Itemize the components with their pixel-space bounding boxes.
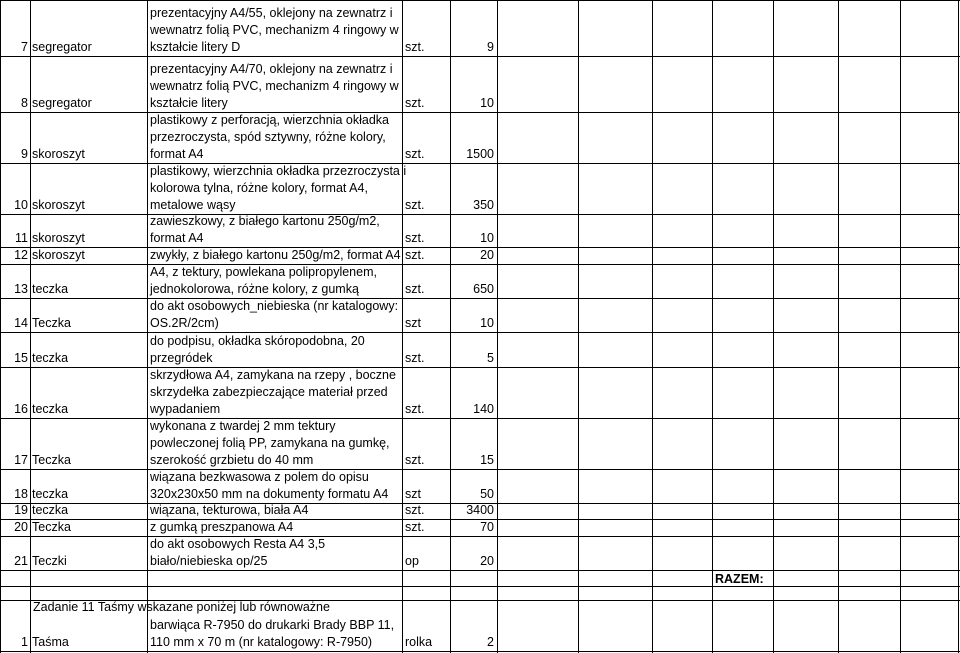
unit: szt. <box>405 282 425 296</box>
item-description-line: jednokolorowa, różne kolory, z gumką <box>150 282 359 296</box>
item-name: skoroszyt <box>32 248 85 262</box>
item-description-line: do podpisu, okładka skóropodobna, 20 <box>150 334 365 348</box>
row-number: 11 <box>15 231 28 245</box>
unit: szt. <box>405 520 425 534</box>
unit: szt. <box>405 402 425 416</box>
item-description-line: z gumką preszpanowa A4 <box>150 520 294 534</box>
row-number: 15 <box>14 351 28 365</box>
item-description-line: barwiąca R-7950 do drukarki Brady BBP 11, <box>150 618 395 632</box>
item-description-line: kolorowa tylna, różne kolory, format A4, <box>150 181 368 195</box>
unit: szt <box>405 487 421 501</box>
quantity: 15 <box>480 453 494 467</box>
row-number: 21 <box>14 554 28 568</box>
item-name: Teczka <box>32 453 71 467</box>
item-description-line: prezentacyjny A4/55, oklejony na zewnatrz i <box>150 6 393 20</box>
razem-label: RAZEM: <box>715 572 764 586</box>
item-description-line: wiązana, tekturowa, biała A4 <box>150 503 309 517</box>
item-description-line: wewnatrz folią PVC, mechanizm 4 ringowy w <box>150 79 399 93</box>
unit: szt <box>405 316 421 330</box>
row-number: 19 <box>14 503 28 517</box>
unit: szt. <box>405 248 425 262</box>
item-name: Teczka <box>32 520 71 534</box>
item-description-line: skrzydełka zabezpieczające materiał przed <box>150 385 388 399</box>
item-description-line: format A4 <box>150 231 204 245</box>
item-description-line: przegródek <box>150 351 213 365</box>
unit: op <box>405 554 419 568</box>
item-description-line: przezroczysta, spód sztywny, różne kolory, <box>150 130 386 144</box>
row-number: 12 <box>14 248 28 262</box>
item-description-line: powleczonej folią PP, zamykana na gumkę, <box>150 436 390 450</box>
row-number: 13 <box>14 282 28 296</box>
item-description-line: A4, z tektury, powlekana polipropylenem, <box>150 265 377 279</box>
unit: szt. <box>405 453 425 467</box>
item-description-line: 110 mm x 70 m (nr katalogowy: R-7950) <box>150 635 373 649</box>
unit: szt. <box>405 198 425 212</box>
unit: rolka <box>405 635 433 649</box>
item-description-line: kształcie litery <box>150 96 228 110</box>
item-description-line: prezentacyjny A4/70, oklejony na zewnatrz i <box>150 62 393 76</box>
item-name: teczka <box>32 402 69 416</box>
row-number: 17 <box>14 453 28 467</box>
item-name: skoroszyt <box>32 147 85 161</box>
quantity: 20 <box>480 554 494 568</box>
unit: szt. <box>405 351 425 365</box>
item-name: teczka <box>32 487 69 501</box>
quantity: 10 <box>480 231 494 245</box>
item-name: segregator <box>32 40 92 54</box>
item-name: Teczka <box>32 316 71 330</box>
item-description-line: zawieszkowy, z białego kartonu 250g/m2, <box>150 214 380 228</box>
quantity: 140 <box>473 402 494 416</box>
quantity: 20 <box>480 248 494 262</box>
item-description-line: wewnatrz folią PVC, mechanizm 4 ringowy w <box>150 23 399 37</box>
item-name: Teczki <box>32 554 67 568</box>
unit: szt. <box>405 96 425 110</box>
row-number: 8 <box>21 96 28 110</box>
item-description-line: wypadaniem <box>150 402 221 416</box>
quantity: 50 <box>480 487 494 501</box>
row-number: 9 <box>21 147 28 161</box>
item-description-line: do akt osobowych_niebieska (nr katalogowy: <box>150 299 399 313</box>
item-description-line: szerokość grzbietu do 40 mm <box>150 453 314 467</box>
unit: szt. <box>405 231 425 245</box>
item-description-line: metalowe wąsy <box>150 198 236 212</box>
quantity: 3400 <box>466 503 494 517</box>
item-description-line: OS.2R/2cm) <box>150 316 219 330</box>
item-description-line: do akt osobowych Resta A4 3,5 <box>150 537 326 551</box>
unit: szt. <box>405 503 425 517</box>
item-description-line: wykonana z twardej 2 mm tektury <box>150 419 336 433</box>
item-description-line: plastikowy, wierzchnia okładka przezroczysta i <box>150 164 407 178</box>
row-number: 14 <box>14 316 28 330</box>
row-number: 16 <box>14 402 28 416</box>
quantity: 10 <box>480 96 494 110</box>
item-name: skoroszyt <box>32 198 85 212</box>
quantity: 10 <box>480 316 494 330</box>
item-description-line: format A4 <box>150 147 204 161</box>
item-description-line: plastikowy z perforacją, wierzchnia okładka <box>150 113 389 127</box>
row-number: 18 <box>14 487 28 501</box>
item-description-line: kształcie litery D <box>150 40 241 54</box>
unit: szt. <box>405 40 425 54</box>
quantity: 5 <box>487 351 494 365</box>
quantity: 1500 <box>466 147 494 161</box>
row-number: 7 <box>21 40 28 54</box>
quantity: 650 <box>473 282 494 296</box>
item-name: teczka <box>32 351 69 365</box>
row-number: 1 <box>21 635 28 649</box>
row-number: 10 <box>14 198 28 212</box>
item-name: teczka <box>32 282 69 296</box>
item-description-line: skrzydłowa A4, zamykana na rzepy , boczne <box>150 368 396 382</box>
quantity: 70 <box>480 520 494 534</box>
item-description-line: zwykły, z białego kartonu 250g/m2, format A4 <box>150 248 401 262</box>
item-description-line: 320x230x50 mm na dokumenty formatu A4 <box>150 487 389 501</box>
item-name: segregator <box>32 96 92 110</box>
task-label: Zadanie 11 Taśmy wskazane poniżej lub równoważne <box>33 600 330 614</box>
item-description-line: biało/niebieska op/25 <box>150 554 268 568</box>
item-name: skoroszyt <box>32 231 85 245</box>
quantity: 350 <box>473 198 494 212</box>
item-description-line: wiązana bezkwasowa z polem do opisu <box>150 470 369 484</box>
item-name: Taśma <box>32 635 69 649</box>
row-number: 20 <box>14 520 28 534</box>
unit: szt. <box>405 147 425 161</box>
quantity: 2 <box>487 635 494 649</box>
quantity: 9 <box>487 40 494 54</box>
item-name: teczka <box>32 503 69 517</box>
